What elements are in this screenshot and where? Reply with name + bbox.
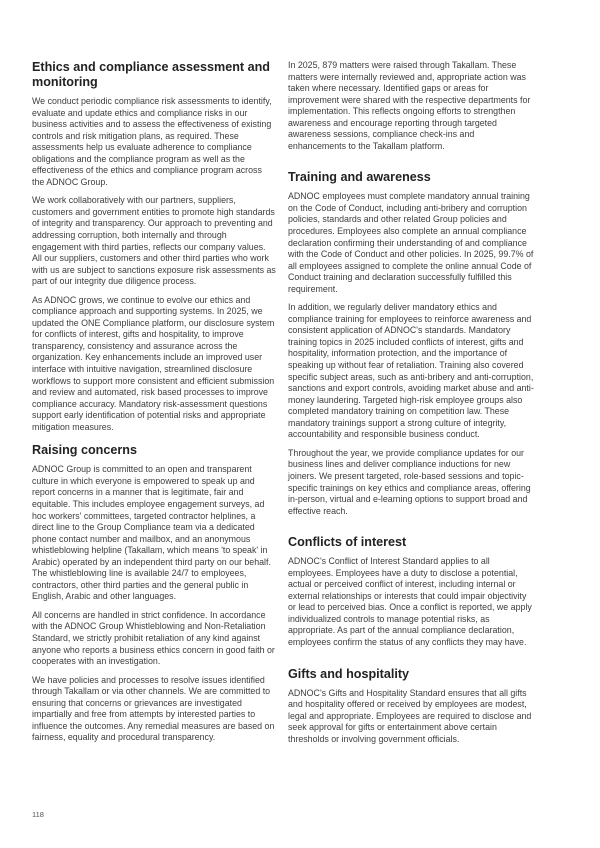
page-number: 118 — [32, 810, 44, 819]
left-column — [32, 60, 276, 744]
training-paragraph-3: Throughout the year, we provide compliance updates for our business lines and deliver compliance inductions for new joiners. We present targeted, role-based sessions and topic-specific trainings on key ethics and compliance areas, offering in-person, virtual and e-learning options to support broad and effective reach. — [288, 447, 531, 516]
concerns-paragraph-1: ADNOC Group is committed to an open and transparent culture in which everyone is empowered to speak up and report concerns in a manner that is legitimate, fair and equitable. This includes employee engagement surveys, ad hoc workers' committees, targeted contractor helplines, a direct line to the Group Compliance team via a dedicated phone contact number and mailbox, and an anonymous whistleblowing helpline (Takallam, which means 'to speak' in Arabic) operated by an independent third party on our behalf. The whistleblowing line is available 24/7 to employees, contractors, other third parties and the general public in English, Arabic and other languages. — [32, 464, 271, 602]
ethics-paragraph-1: We conduct periodic compliance risk assessments to identify, evaluate and update ethics and compliance risks in our business activities and to assess the effectiveness of existing controls and risk mitigation plans, as required. These assessments help us evaluate adherence to compliance obligations and the compliance program as well as the effectiveness of the ethics and compliance program across the ADNOC Group. — [32, 96, 272, 187]
training-paragraph-1: ADNOC employees must complete mandatory annual training on the Code of Conduct, including anti-bribery and corruption policies, standards and other related Group policies and procedures. Employees also complete an annual compliance declaration confirming their understanding of and compliance with the Code of Conduct and other policies. In 2025, 99.7% of all employees assigned to complete the online annual Code of Conduct training and declaration successfully fulfilled this requirement. — [288, 191, 534, 294]
gifts-heading: Gifts and hospitality — [288, 666, 410, 681]
concerns-paragraph-2: All concerns are handled in strict confidence. In accordance with the ADNOC Group Whistleblowing and Non-Retaliation Standard, we strictly prohibit retaliation of any kind against anyone who reports a business ethics concern in good faith or cooperates with an investigation. — [32, 609, 275, 667]
conflicts-paragraph: ADNOC's Conflict of Interest Standard applies to all employees. Employees have a duty to disclose a potential, actual or perceived conflict of interest, including internal or external relationships or interests that could impair objectivity or lead to perceived bias. Once a conflict is reported, we apply individualized controls to manage potential risks, as appropriate. As part of the annual compliance declaration, employees confirm the status of any conflicts they may have. — [288, 556, 532, 647]
ethics-paragraph-3: As ADNOC grows, we continue to evolve our ethics and compliance approach and supporting systems. In 2025, we updated the ONE Compliance platform, our disclosure system for conflicts of interest, gifts and hospitality, to improve transparency, consistency and assurance across the organization. Key enhancements include an improved user interface with intuitive navigation, streamlined disclosure workflows to support more consistent and efficient submission and review and automated, risk based processes to improve compliance accuracy. Mandatory risk-assessment questions support early identification of potential risks and appropriate mitigation measures. — [32, 294, 275, 432]
conflicts-heading: Conflicts of interest — [288, 535, 407, 550]
training-heading: Training and awareness — [288, 170, 431, 185]
training-paragraph-2: In addition, we regularly deliver mandatory ethics and compliance training for employees to reinforce awareness and consistent application of ADNOC's standards. Mandatory training topics in 2025 included conflicts of interest, gifts and hospitality, information protection, and the importance of speaking up without fear of retaliation. Training also covered specific subject areas, such as anti-bribery and anti-corruption, sanctions and export controls, avoiding market abuse and anti-money laundering. Targeted high-risk employee groups also completed mandatory training on competition law. These mandatory trainings support a strong culture of integrity, accountability and responsible business conduct. — [288, 302, 534, 440]
gifts-paragraph: ADNOC's Gifts and Hospitality Standard ensures that all gifts and hospitality offered or received by employees are modest, legal and appropriate. Employees are required to disclose and seek approval for gifts or entertainment above certain thresholds or involving government officials. — [288, 687, 532, 744]
concerns-paragraph-3: We have policies and processes to resolve issues identified through Takallam or via other channels. We are committed to ensuring that concerns or grievances are investigated impartially and free from attempts by interested parties to influence the outcomes. Any remedial measures are based on fairness, equality and procedural transparency. — [32, 674, 275, 743]
right-column — [288, 60, 534, 745]
ethics-heading: Ethics and compliance assessment and monitoring — [32, 60, 270, 89]
raising-concerns-heading: Raising concerns — [32, 443, 137, 458]
ethics-paragraph-2: We work collaboratively with our partners, suppliers, customers and government entities to promote high standards of integrity and transparency. Our approach to preventing and addressing corruption, both internally and through engagement with third parties, reflects our company values. All our suppliers, customers and other third parties who work with us are subject to sanctions exposure risk assessments as part of our integrity due diligence process. — [32, 195, 276, 287]
takallam-intro-paragraph: In 2025, 879 matters were raised through Takallam. These matters were internally reviewed and, appropriate action was taken where necessary. Identified gaps or areas for improvement were shared with the respective departments for implementation. This reflects ongoing efforts to strengthen awareness and encourage reporting through targeted awareness sessions, compliance check-ins and enhancements to the Takallam platform. — [288, 60, 531, 151]
